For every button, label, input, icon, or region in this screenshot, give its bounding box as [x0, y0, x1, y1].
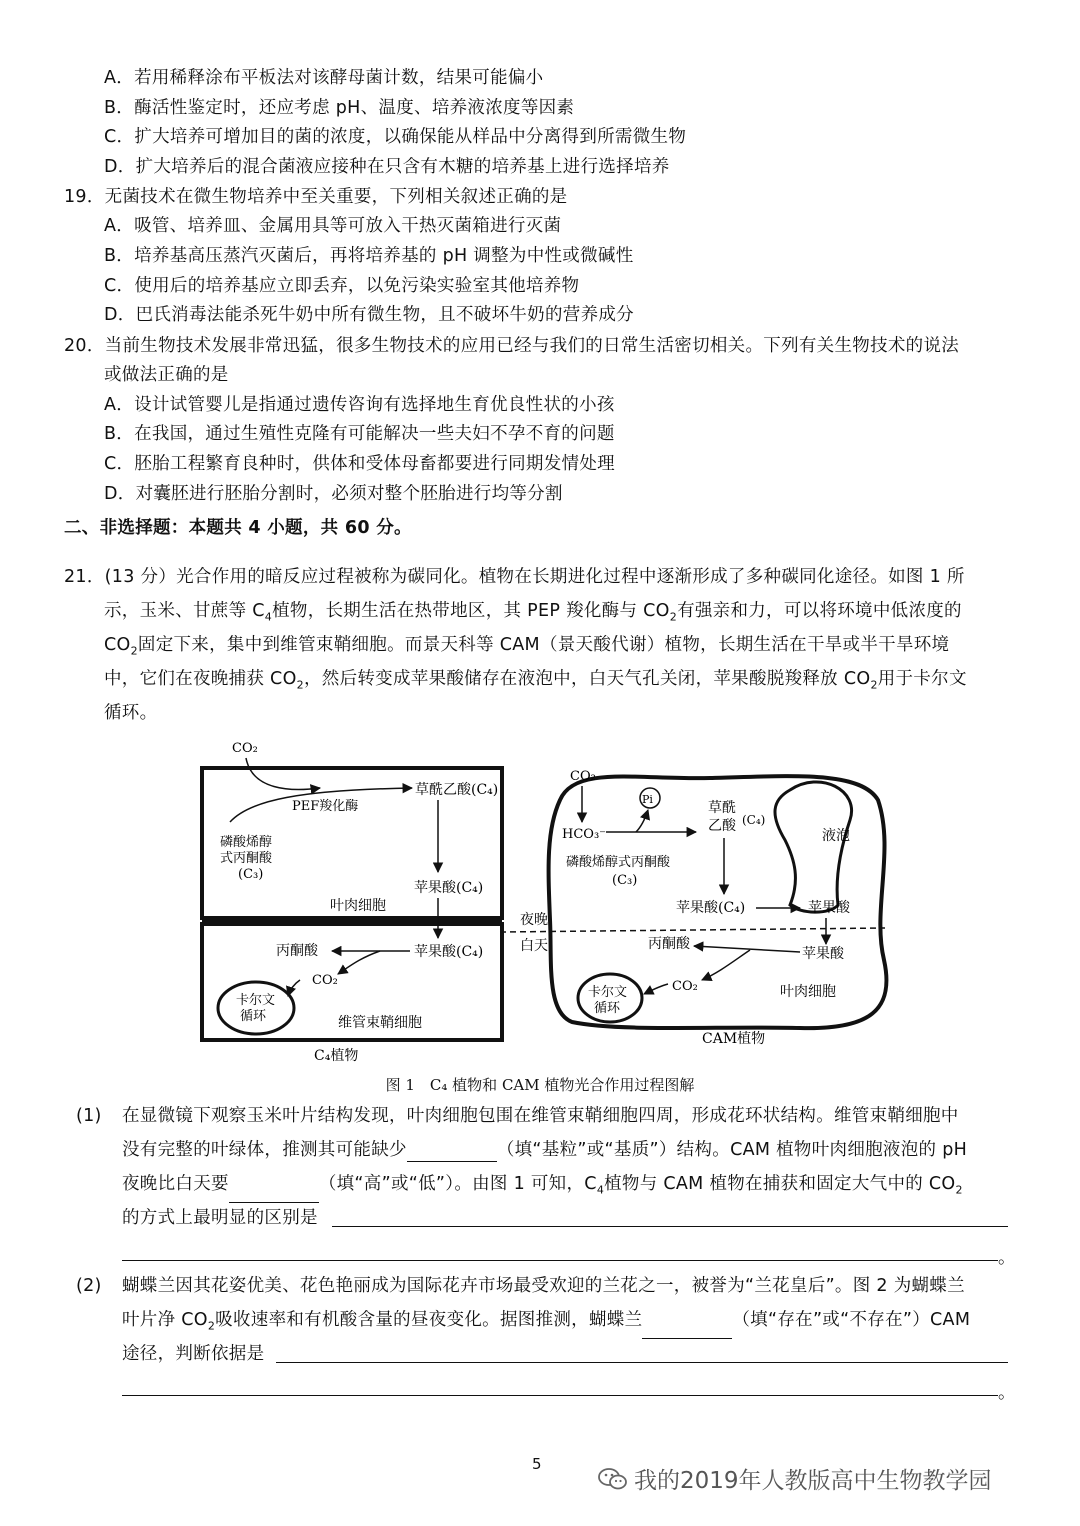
- q21-line-3: $CO_2$固定下来，集中到维管束鞘细胞。而景天科等 CAM（景天酸代谢）植物，长期生活在干旱或半干旱环境: [104, 635, 950, 658]
- cam-pep-label-2: (C₃): [612, 873, 638, 888]
- cam-oaa-label-2: 乙酸: [708, 818, 736, 834]
- c4-pep-label-3: (C₃): [238, 867, 264, 882]
- c4-malate-top-label: 苹果酸(C₄): [414, 880, 484, 896]
- c4-co2-label: CO₂: [232, 741, 258, 756]
- p1-line-2: 没有完整的叶绿体，推测其可能缺少 （填“基粒”或“基质”）结构。CAM 植物叶肉细胞液泡的 pH: [122, 1140, 968, 1160]
- p1-end-period: 。: [998, 1248, 1016, 1268]
- cam-plant-label: CAM植物: [702, 1031, 766, 1047]
- q20-stem: 20．当前生物技术发展非常迅猛，很多生物技术的应用已经与我们的日常生活密切相关。下列有关生物技术的说法: [64, 336, 960, 356]
- c4-calvin-label-1: 卡尔文: [236, 993, 276, 1008]
- cam-malate-label-3: 苹果酸: [802, 946, 844, 962]
- hco3-label: HCO₃⁻: [562, 827, 607, 842]
- q21-line-5: 循环。: [104, 703, 158, 723]
- q21-line-2: 示，玉米、甘蔗等 $C_4$植物，长期生活在热带地区，其 PEP 羧化酶与 $CO_2$有强亲和力，可以将环境中低浓度的: [104, 601, 962, 624]
- c4-pep-label-1: 磷酸烯醇: [220, 835, 273, 850]
- cam-mesophyll-label: 叶肉细胞: [780, 984, 836, 1000]
- pi-label: Pi: [642, 793, 653, 806]
- watermark-text: 我的2019年人教版高中生物教学园: [634, 1468, 992, 1494]
- c4-calvin-label-2: 循环: [240, 1009, 267, 1024]
- q21-line-4: 中，它们在夜晚捕获 $CO_2$，然后转变成苹果酸储存在液泡中，白天气孔关闭，苹果酸脱羧释放 $CO_2$用于卡尔文: [104, 669, 967, 692]
- page-number: 5: [532, 1455, 542, 1473]
- q20-option-c: C．胚胎工程繁育良种时，供体和受体母畜都要进行同期发情处理: [104, 454, 615, 474]
- q18-option-c: C．扩大培养可增加目的菌的浓度，以确保能从样品中分离得到所需微生物: [104, 127, 687, 147]
- day-label: 白天: [520, 938, 548, 954]
- watermark: [598, 1462, 992, 1495]
- c4-co2-bottom-label: CO₂: [312, 973, 338, 988]
- answer-blank-1[interactable]: [407, 1143, 497, 1162]
- section-heading: 二、非选择题：本题共 4 小题，共 60 分。: [64, 518, 412, 538]
- c4-oaa-label: 草酰乙酸(C₄): [415, 782, 499, 798]
- q19-option-d: D．巴氏消毒法能杀死牛奶中所有微生物，且不破坏牛奶的营养成分: [104, 305, 634, 325]
- answer-blank-4[interactable]: [122, 1259, 998, 1261]
- answer-blank-2[interactable]: [229, 1184, 319, 1203]
- cam-calvin-label-1: 卡尔文: [588, 985, 628, 1000]
- q20-option-d: D．对囊胚进行胚胎分割时，必须对整个胚胎进行均等分割: [104, 484, 563, 504]
- q19-stem: 19．无菌技术在微生物培养中至关重要，下列相关叙述正确的是: [64, 187, 568, 207]
- cam-malate-label-1: 苹果酸(C₄): [676, 900, 746, 916]
- cam-pyruvate-label: 丙酮酸: [648, 936, 690, 952]
- c4-plant-label: C₄植物: [314, 1048, 359, 1064]
- q19-option-c: C．使用后的培养基应立即丢弃，以免污染实验室其他培养物: [104, 276, 580, 296]
- q18-option-b: B．酶活性鉴定时，还应考虑 pH、温度、培养液浓度等因素: [104, 98, 575, 118]
- cam-co2-label: CO₂: [570, 769, 596, 784]
- p2-line-1: 蝴蝶兰因其花姿优美、花色艳丽成为国际花卉市场最受欢迎的兰花之一，被誉为“兰花皇后”。图 2 为蝴蝶兰: [122, 1276, 965, 1296]
- bundle-sheath-label: 维管束鞘细胞: [338, 1015, 422, 1031]
- cam-malate-label-2: 苹果酸: [808, 900, 850, 916]
- cam-co2-bottom-label: CO₂: [672, 979, 698, 994]
- answer-blank-3[interactable]: [332, 1225, 1008, 1227]
- night-label: 夜晚: [520, 912, 548, 928]
- q20-stem-cont: 或做法正确的是: [104, 365, 229, 385]
- cam-calvin-label-2: 循环: [594, 1001, 621, 1016]
- cam-panel: [500, 769, 886, 1047]
- p1-line-4: 的方式上最明显的区别是: [122, 1208, 318, 1228]
- p1-line-1: 在显微镜下观察玉米叶片结构发现，叶肉细胞包围在维管束鞘细胞四周，形成花环状结构。维管束鞘细胞中: [122, 1106, 959, 1126]
- q20-option-a: A．设计试管婴儿是指通过遗传咨询有选择地生育优良性状的小孩: [104, 395, 615, 415]
- p1-line-3: 夜晚比白天要 （填“高”或“低”）。由图 1 可知，$C_4$植物与 CAM 植物在捕获和固定大气中的 $CO_2$: [122, 1172, 963, 1203]
- p2-number: (2): [76, 1276, 102, 1296]
- p1-number: (1): [76, 1106, 102, 1126]
- c4-pyruvate-label: 丙酮酸: [276, 943, 318, 959]
- c4-pep-label-2: 式丙酮酸: [220, 851, 273, 866]
- pep-carboxylase-label: PEF羧化酶: [292, 799, 359, 814]
- answer-blank-5[interactable]: [642, 1320, 732, 1339]
- cam-pep-label-1: 磷酸烯醇式丙酮酸: [566, 855, 671, 870]
- figure-caption: 图 1 C₄ 植物和 CAM 植物光合作用过程图解: [385, 1076, 695, 1094]
- q20-option-b: B．在我国，通过生殖性克隆有可能解决一些夫妇不孕不育的问题: [104, 424, 615, 444]
- p2-end-period: 。: [998, 1383, 1016, 1403]
- q19-option-b: B．培养基高压蒸汽灭菌后，再将培养基的 pH 调整为中性或微碱性: [104, 246, 634, 266]
- answer-blank-7[interactable]: [122, 1394, 998, 1396]
- wechat-icon: [598, 1467, 628, 1491]
- p2-line-2: 叶片净 $CO_2$吸收速率和有机酸含量的昼夜变化。据图推测，蝴蝶兰 （填“存在”或“不存在”）CAM: [122, 1308, 970, 1339]
- q18-option-d: D．扩大培养后的混合菌液应接种在只含有木糖的培养基上进行选择培养: [104, 157, 670, 177]
- c4-malate-bottom-label: 苹果酸(C₄): [414, 944, 484, 960]
- vacuole-label: 液泡: [822, 828, 850, 844]
- p2-line-3: 途径，判断依据是: [122, 1344, 265, 1364]
- q21-line-1: 21．(13 分）光合作用的暗反应过程被称为碳同化。植物在长期进化过程中逐渐形成了多种碳同化途径。如图 1 所: [64, 567, 965, 587]
- q19-option-a: A．吸管、培养皿、金属用具等可放入干热灭菌箱进行灭菌: [104, 216, 562, 236]
- answer-blank-6[interactable]: [276, 1361, 1008, 1363]
- c4-panel: [202, 741, 502, 1064]
- q18-option-a: A．若用稀释涂布平板法对该酵母菌计数，结果可能偏小: [104, 68, 544, 88]
- cam-oaa-label-3: (C₄): [742, 813, 766, 827]
- c4-mesophyll-label: 叶肉细胞: [330, 898, 386, 914]
- cam-oaa-label-1: 草酰: [708, 800, 736, 816]
